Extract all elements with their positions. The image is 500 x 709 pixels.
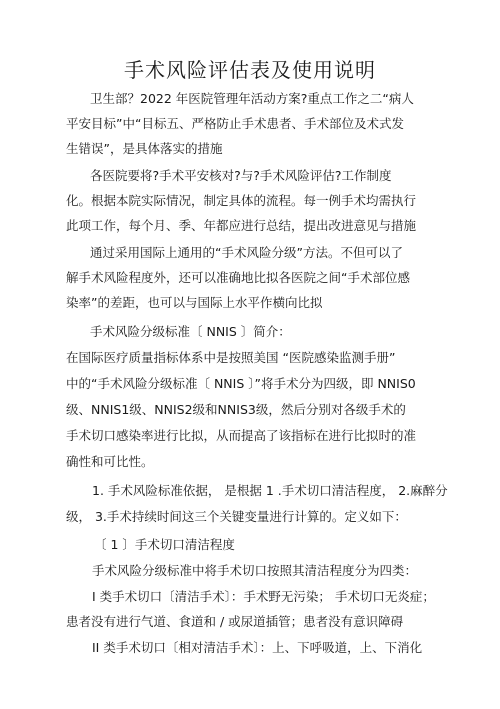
paragraph-line: 手术风险分级标准中将手术切口按照其清洁程度分为四类： (92, 563, 418, 578)
paragraph-line: 手术切口感染率进行比拟，从而提高了该指标在进行比拟时的准 (66, 428, 417, 443)
paragraph-line: 各医院要将?手术平安核对?与?手术风险评估?工作制度 (90, 168, 392, 183)
paragraph-line: 平安目标”中“目标五、严格防止手术患者、手术部位及术式发 (66, 116, 404, 131)
subsection-heading: 〔 1 〕手术切口清洁程度 (94, 537, 235, 552)
paragraph-line: 生错误”，是具体落实的措施 (66, 141, 223, 156)
paragraph-line: 级、NNIS1级、NNIS2级和NNIS3级，然后分别对各级手术的 (66, 402, 406, 417)
paragraph-line: 染率”的差距，也可以与国际上水平作横向比拟 (66, 295, 323, 310)
paragraph-line: 化。根据本院实际情况，制定具体的流程。每一例手术均需执行 (66, 193, 417, 208)
paragraph-line: I 类手术切口〔清洁手术〕：手术野无污染； 手术切口无炎症； (92, 589, 435, 604)
paragraph-line: 在国际医疗质量指标体系中是按照美国 “医院感染监测手册” (66, 350, 396, 365)
paragraph-line: 此项工作，每个月、季、年都应进行总结，提出改进意见与措施 (66, 218, 417, 233)
paragraph-line: 卫生部？2022 年医院管理年活动方案?重点工作之二“病人 (90, 91, 414, 106)
paragraph-line: 患者没有进行气道、食道和 / 或尿道插管；患者没有意识障碍 (66, 614, 404, 629)
paragraph-line: II 类手术切口〔相对清洁手术〕：上、下呼吸道，上、下消化 (92, 640, 423, 655)
paragraph-line: 级， 3.手术持续时间这三个关键变量进行计算的。定义如下： (66, 509, 407, 524)
document-title: 手术风险评估表及使用说明 (124, 58, 376, 82)
paragraph-line: 1. 手术风险标准依据， 是根据 1 .手术切口清洁程度， 2.麻醉分 (92, 483, 448, 498)
paragraph-line: 中的“手术风险分级标准〔 NNIS 〕”将手术分为四级，即 NNIS0 (66, 376, 416, 391)
section-heading: 手术风险分级标准〔 NNIS 〕简介： (90, 324, 291, 339)
paragraph-line: 确性和可比性。 (66, 454, 154, 469)
paragraph-line: 解手术风险程度外，还可以准确地比拟各医院之间“手术部位感 (66, 270, 410, 285)
paragraph-line: 通过采用国际上通用的“手术风险分级”方法。不但可以了 (90, 245, 403, 260)
